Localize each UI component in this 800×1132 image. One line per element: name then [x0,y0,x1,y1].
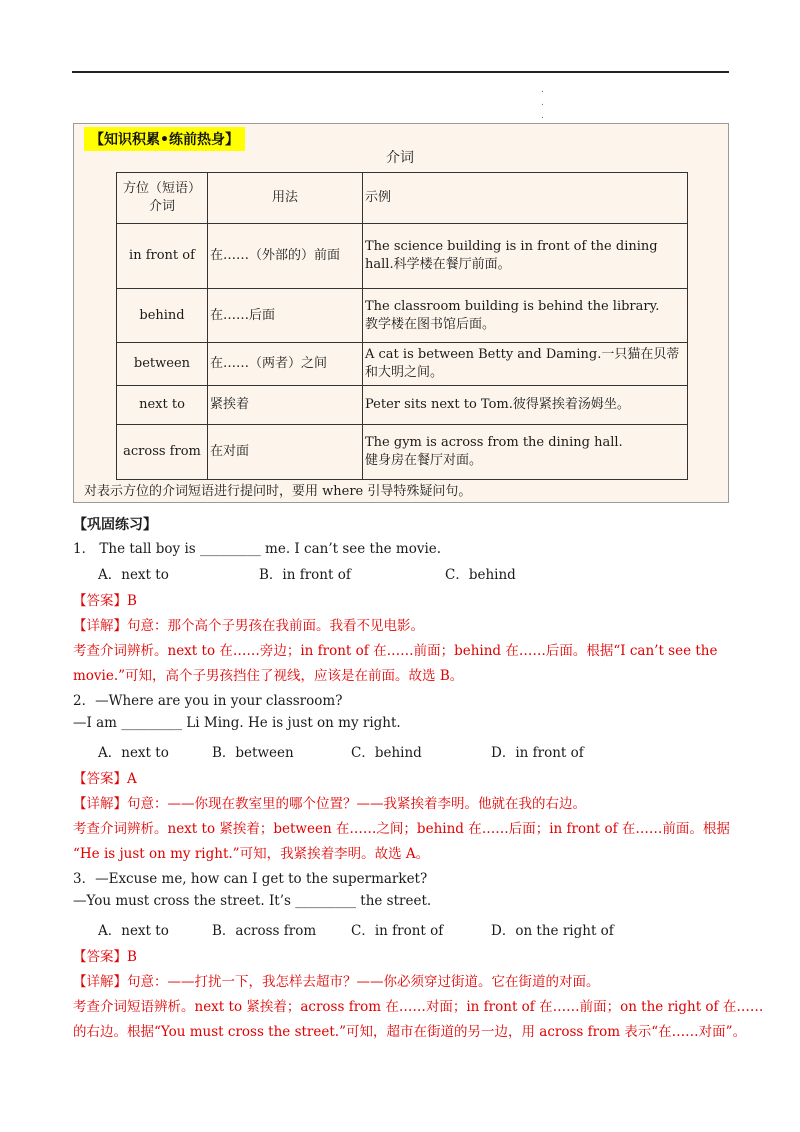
option: B．between [212,745,294,761]
table-title: 介词 [386,150,414,166]
margin-dots [541,84,544,123]
option: B．across from [212,923,317,939]
explain-line: 的右边。根据“You must cross the street.”可知，超市在街道的另一边，用 across from 表示“在……对面”。 [73,1024,747,1040]
example-line: 教学楼在图书馆后面。 [365,316,496,332]
example-line: 健身房在餐厅对面。 [365,453,483,468]
word-cell: across from [117,425,208,480]
preposition-table [116,172,688,480]
example-cell: Peter sits next to Tom.彼得紧挨着汤姆坐。 [363,386,688,425]
example-cell [363,289,688,343]
table-row [117,343,688,386]
usage-cell: 在……（外部的）前面 [208,224,363,289]
usage-cell: 在对面 [208,425,363,480]
dot: . [541,98,544,108]
question-stem: 3．—Excuse me, how can I get to the supermarket? [73,871,428,887]
usage-cell: 在……后面 [208,289,363,343]
usage-cell: 在……（两者）之间 [208,343,363,386]
explain-line: 【详解】句意：——打扰一下，我怎样去超市？——你必须穿过街道。它在街道的对面。 [73,974,600,990]
header-cell: 示例 [363,173,688,224]
example-line: The classroom building is behind the library. [365,298,660,314]
explain-line: movie.”可知，高个子男孩挡住了视线，应该是在前面。故选 B。 [73,668,464,684]
answer: 【答案】B [73,593,137,609]
question-stem: 1． The tall boy is _________ me. I can’t see the movie. [73,541,442,557]
top-rule [72,71,729,73]
explain-line: 考查介词辨析。next to 紧挨着；between 在……之间；behind 在……后面；in front of 在……前面。根据 [73,821,730,837]
table-row [117,425,688,480]
question-stem: —I am _________ Li Ming. He is just on my right. [73,715,401,731]
option: D．in front of [491,745,584,761]
table-row [117,224,688,289]
option: C．behind [351,745,422,761]
answer: 【答案】A [73,771,137,787]
table-row [117,386,688,425]
option: A．next to [98,567,169,583]
question-stem: 2．—Where are you in your classroom? [73,693,343,709]
explain-line: “He is just on my right.”可知，我紧挨着李明。故选 A。 [73,846,430,862]
example-line: The gym is across from the dining hall. [365,435,623,450]
question-stem: —You must cross the street. It’s _________ the street. [73,893,432,909]
option: A．next to [98,745,169,761]
knowledge-header: 【知识积累•练前热身】 [84,127,245,151]
explain-line: 【详解】句意：那个高个子男孩在我前面。我看不见电影。 [73,618,424,634]
word-cell: behind [117,289,208,343]
option: D．on the right of [491,923,614,939]
explain-line: 【详解】句意：——你现在教室里的哪个位置？——我紧挨着李明。他就在我的右边。 [73,796,586,812]
option: C．in front of [351,923,444,939]
answer: 【答案】B [73,949,137,965]
dot: . [541,111,544,121]
table-header-row [117,173,688,224]
box-note: 对表示方位的介词短语进行提问时，要用 where 引导特殊疑问句。 [84,484,472,499]
explain-line: 考查介词辨析。next to 在……旁边；in front of 在……前面；behind 在……后面。根据“I can’t see the [73,643,718,659]
section-title: 【巩固练习】 [73,517,157,533]
option: C．behind [445,567,516,583]
table-row [117,289,688,343]
example-cell [363,425,688,480]
word-cell: in front of [117,224,208,289]
dot: . [541,85,544,95]
explain-line: 考查介词短语辨析。next to 紧挨着；across from 在……对面；in front of 在……前面；on the right of 在…… [73,999,764,1015]
option: A．next to [98,923,169,939]
header-cell: 用法 [208,173,363,224]
word-cell: next to [117,386,208,425]
example-cell: The science building is in front of the dining hall.科学楼在餐厅前面。 [363,224,688,289]
option: B．in front of [259,567,351,583]
example-cell: A cat is between Betty and Daming.一只猫在贝蒂和大明之间。 [363,343,688,386]
usage-cell: 紧挨着 [208,386,363,425]
header-cell: 方位（短语）介词 [117,173,208,224]
word-cell: between [117,343,208,386]
